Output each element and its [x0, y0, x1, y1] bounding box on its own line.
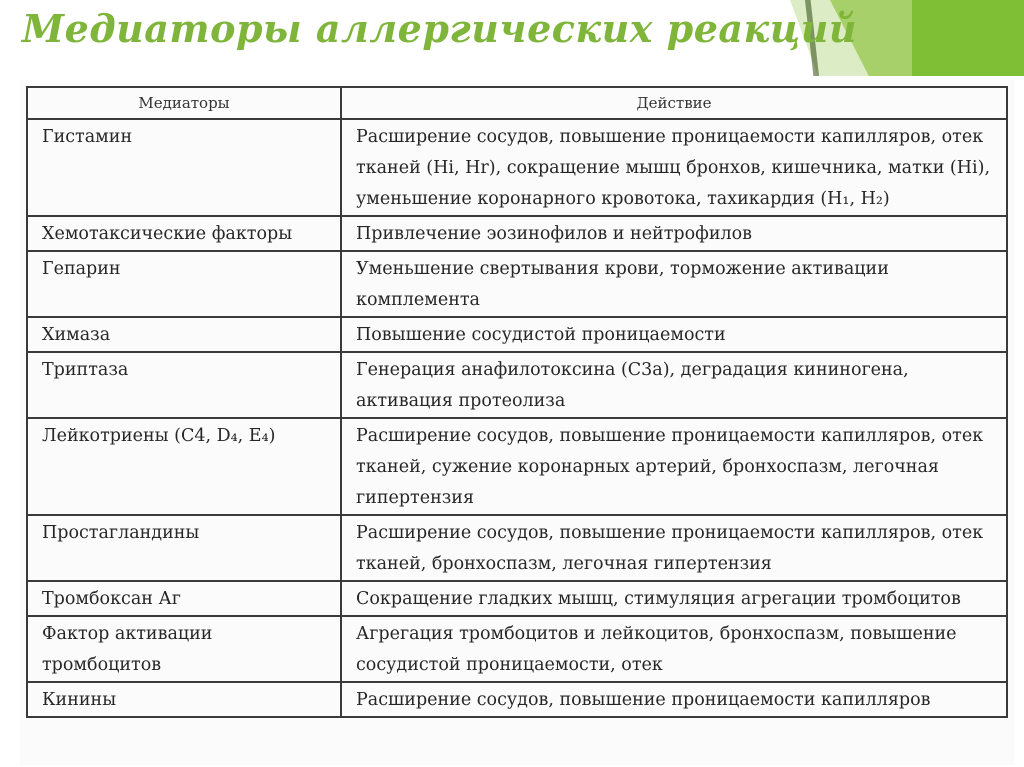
header-mediators: Медиаторы [27, 87, 341, 119]
decor-band-dark [912, 0, 1024, 76]
action-cell: Привлечение эозинофилов и нейтрофилов [341, 216, 1007, 251]
mediator-cell: Хемотаксические факторы [27, 216, 341, 251]
table-row [27, 317, 1007, 352]
table-row [27, 515, 1007, 581]
action-cell: Расширение сосудов, повышение проницаемости капилляров, отек тканей, сужение коронарных артерий, бронхоспазм, легочная гипертензия [341, 418, 1007, 515]
slide-title: Медиаторы аллергических реакций [22, 6, 858, 51]
action-cell: Расширение сосудов, повышение проницаемости капилляров, отек тканей (Hi, Hr), сокращение мышц бронхов, кишечника, матки (Hi), уменьшение коронарного кровотока, тахикардия (H₁, H₂) [341, 119, 1007, 216]
mediator-cell: Гепарин [27, 251, 341, 317]
action-cell: Повышение сосудистой проницаемости [341, 317, 1007, 352]
table-row [27, 216, 1007, 251]
mediator-cell: Простагландины [27, 515, 341, 581]
mediators-table [26, 86, 1008, 718]
table-row [27, 682, 1007, 717]
mediator-cell: Лейкотриены (C4, D₄, E₄) [27, 418, 341, 515]
mediator-cell: Химаза [27, 317, 341, 352]
action-cell: Расширение сосудов, повышение проницаемости капилляров [341, 682, 1007, 717]
table-row [27, 352, 1007, 418]
action-cell: Расширение сосудов, повышение проницаемости капилляров, отек тканей, бронхоспазм, легочная гипертензия [341, 515, 1007, 581]
action-cell: Генерация анафилотоксина (C3a), деградация кининогена, активация протеолиза [341, 352, 1007, 418]
table-row [27, 616, 1007, 682]
action-cell: Агрегация тромбоцитов и лейкоцитов, бронхоспазм, повышение сосудистой проницаемости, отек [341, 616, 1007, 682]
mediator-cell: Триптаза [27, 352, 341, 418]
table-row [27, 251, 1007, 317]
mediator-cell: Гистамин [27, 119, 341, 216]
table-row [27, 418, 1007, 515]
mediator-cell: Кинины [27, 682, 341, 717]
header-action: Действие [341, 87, 1007, 119]
action-cell: Сокращение гладких мышц, стимуляция агрегации тромбоцитов [341, 581, 1007, 616]
table-header-row [27, 87, 1007, 119]
mediator-cell: Фактор активации тромбоцитов [27, 616, 341, 682]
action-cell: Уменьшение свертывания крови, торможение активации комплемента [341, 251, 1007, 317]
table-row [27, 119, 1007, 216]
table-row [27, 581, 1007, 616]
mediator-cell: Тромбоксан Аг [27, 581, 341, 616]
